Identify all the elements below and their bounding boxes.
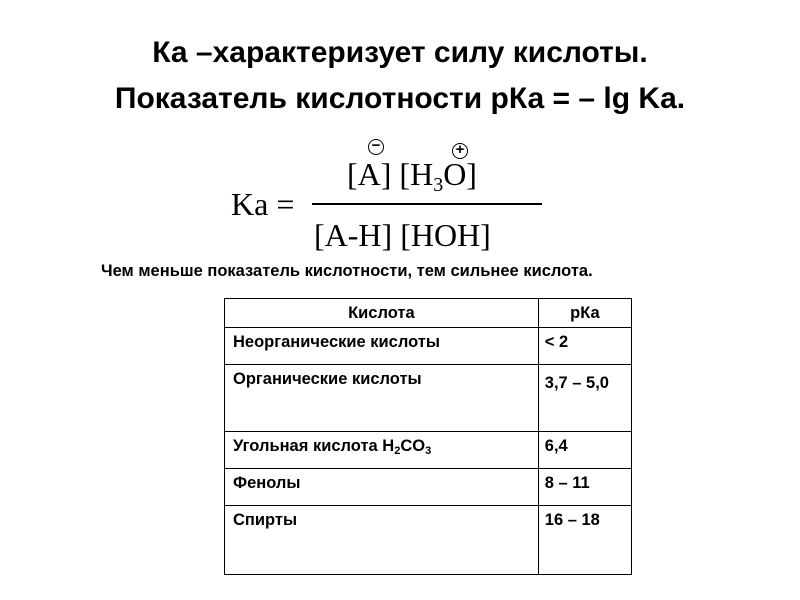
header-pka: рКа (538, 299, 631, 328)
table-row (225, 365, 632, 432)
pka-cell: 16 – 18 (538, 506, 631, 575)
header-acid: Кислота (225, 299, 539, 328)
acid-pka-table (224, 298, 632, 575)
hydronium-concentration: $[H_3O]$ (399, 156, 477, 196)
pka-cell: 3,7 – 5,0 (538, 365, 631, 432)
formula-lhs: Ka = (231, 186, 295, 222)
formula-numerator (347, 156, 477, 203)
explanation-paragraph: Чем меньше показатель кислотности, тем сильнее кислота. (101, 262, 593, 280)
anion-concentration: [A] (347, 156, 392, 192)
table-row (225, 506, 632, 575)
acid-cell: Угольная кислота $H_2CO_3$ (225, 432, 539, 469)
acid-cell: Спирты (225, 506, 539, 575)
formula-denominator: [A-H] [HOH] (314, 217, 491, 253)
table-row (225, 328, 632, 365)
pka-cell: 6,4 (538, 432, 631, 469)
minus-charge-icon: − (368, 139, 384, 155)
acid-cell: Неорганические кислоты (225, 328, 539, 365)
table-row (225, 469, 632, 506)
table-header-row (225, 299, 632, 328)
acid-cell: Фенолы (225, 469, 539, 506)
acid-cell: Органические кислоты (225, 365, 539, 432)
pka-cell: < 2 (538, 328, 631, 365)
pka-cell: 8 – 11 (538, 469, 631, 506)
title-line-2: Показатель кислотности рКа = – lg Ka. (114, 82, 686, 115)
fraction-bar (312, 203, 542, 205)
title-line-1: Ка –характеризует силу кислоты. (152, 36, 648, 69)
table-row (225, 432, 632, 469)
plus-charge-icon: + (452, 143, 468, 159)
